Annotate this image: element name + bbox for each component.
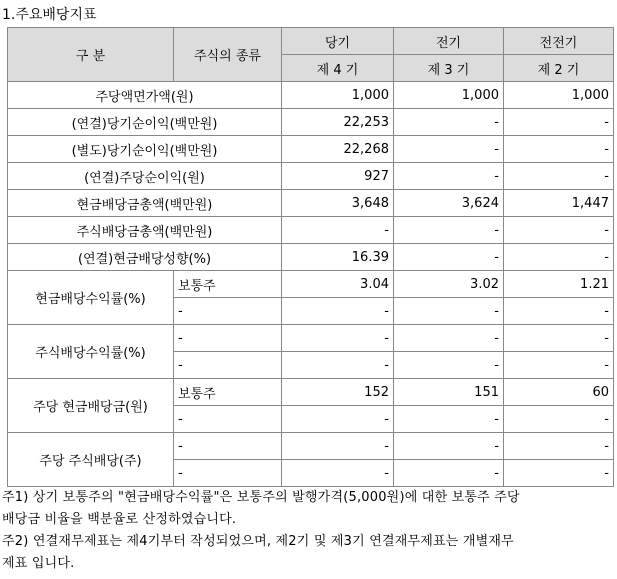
cell-value: 3,648: [282, 190, 394, 217]
cell-value: -: [394, 136, 504, 163]
cell-value: -: [504, 298, 614, 325]
group-label: 주식배당수익률(%): [8, 325, 174, 379]
table-row: [8, 109, 614, 136]
cell-value: -: [282, 325, 394, 352]
cell-value: 22,268: [282, 136, 394, 163]
cell-value: -: [394, 325, 504, 352]
page-title: 1.주요배당지표: [2, 7, 97, 23]
table-row: [8, 433, 614, 460]
cell-value: -: [394, 163, 504, 190]
stock-type-cell: -: [174, 325, 282, 352]
footnote-line: 제표 입니다.: [2, 556, 75, 571]
cell-value: -: [394, 217, 504, 244]
stock-type-cell: -: [174, 406, 282, 433]
cell-value: 1,000: [394, 82, 504, 109]
cell-value: 60: [504, 379, 614, 406]
group-label: 현금배당수익률(%): [8, 271, 174, 325]
cell-value: -: [504, 406, 614, 433]
cell-value: 22,253: [282, 109, 394, 136]
cell-value: 1,000: [504, 82, 614, 109]
table-row: [8, 271, 614, 298]
cell-value: 1.21: [504, 271, 614, 298]
group-label: 주당 주식배당(주): [8, 433, 174, 487]
footnotes: [2, 487, 614, 575]
row-label: 현금배당금총액(백만원): [8, 190, 282, 217]
row-label: 주당액면가액(원): [8, 82, 282, 109]
cell-value: -: [504, 109, 614, 136]
table-row: [8, 244, 614, 271]
cell-value: -: [394, 298, 504, 325]
cell-value: 1,447: [504, 190, 614, 217]
cell-value: -: [504, 325, 614, 352]
header-period-num: 제 4 기: [282, 55, 394, 82]
cell-value: -: [394, 433, 504, 460]
cell-value: -: [282, 352, 394, 379]
stock-type-cell: 보통주: [174, 379, 282, 406]
row-label: (연결)주당순이익(원): [8, 163, 282, 190]
cell-value: -: [504, 244, 614, 271]
cell-value: -: [394, 109, 504, 136]
cell-value: -: [282, 217, 394, 244]
header-period-num: 제 2 기: [504, 55, 614, 82]
stock-type-cell: -: [174, 298, 282, 325]
stock-type-cell: 보통주: [174, 271, 282, 298]
row-label: (별도)당기순이익(백만원): [8, 136, 282, 163]
table-row: [8, 82, 614, 109]
cell-value: -: [504, 217, 614, 244]
cell-value: -: [504, 163, 614, 190]
table-row: [8, 379, 614, 406]
table-row: [8, 325, 614, 352]
cell-value: -: [282, 433, 394, 460]
header-period: 전기: [394, 28, 504, 55]
footnote-line: 주1) 상기 보통주의 "현금배당수익률"은 보통주의 발행가격(5,000원)에 대한 보통주 주당: [2, 490, 520, 505]
footnote-line: 주2) 연결재무제표는 제4기부터 작성되었으며, 제2기 및 제3기 연결재무제표는 개별재무: [2, 534, 514, 549]
cell-value: 3.02: [394, 271, 504, 298]
group-label: 주당 현금배당금(원): [8, 379, 174, 433]
cell-value: 3.04: [282, 271, 394, 298]
cell-value: -: [282, 298, 394, 325]
table-row: [8, 217, 614, 244]
cell-value: -: [504, 136, 614, 163]
cell-value: -: [504, 460, 614, 487]
cell-value: -: [394, 352, 504, 379]
cell-value: 152: [282, 379, 394, 406]
row-label: 주식배당금총액(백만원): [8, 217, 282, 244]
dividend-table: [7, 27, 614, 487]
cell-value: 3,624: [394, 190, 504, 217]
row-label: (연결)당기순이익(백만원): [8, 109, 282, 136]
cell-value: 16.39: [282, 244, 394, 271]
footnote-line: 배당금 비율을 백분율로 산정하였습니다.: [2, 512, 237, 527]
table-row: [8, 163, 614, 190]
cell-value: 1,000: [282, 82, 394, 109]
cell-value: -: [394, 406, 504, 433]
cell-value: 151: [394, 379, 504, 406]
table-row: [8, 190, 614, 217]
row-label: (연결)현금배당성향(%): [8, 244, 282, 271]
table-row: [8, 136, 614, 163]
header-period: 전전기: [504, 28, 614, 55]
header-gubun: 구 분: [8, 28, 174, 82]
stock-type-cell: -: [174, 460, 282, 487]
cell-value: -: [394, 460, 504, 487]
cell-value: -: [282, 460, 394, 487]
cell-value: 927: [282, 163, 394, 190]
header-period: 당기: [282, 28, 394, 55]
cell-value: -: [394, 244, 504, 271]
stock-type-cell: -: [174, 433, 282, 460]
header-stock-type: 주식의 종류: [174, 28, 282, 82]
header-period-num: 제 3 기: [394, 55, 504, 82]
cell-value: -: [282, 406, 394, 433]
cell-value: -: [504, 433, 614, 460]
cell-value: -: [504, 352, 614, 379]
stock-type-cell: -: [174, 352, 282, 379]
